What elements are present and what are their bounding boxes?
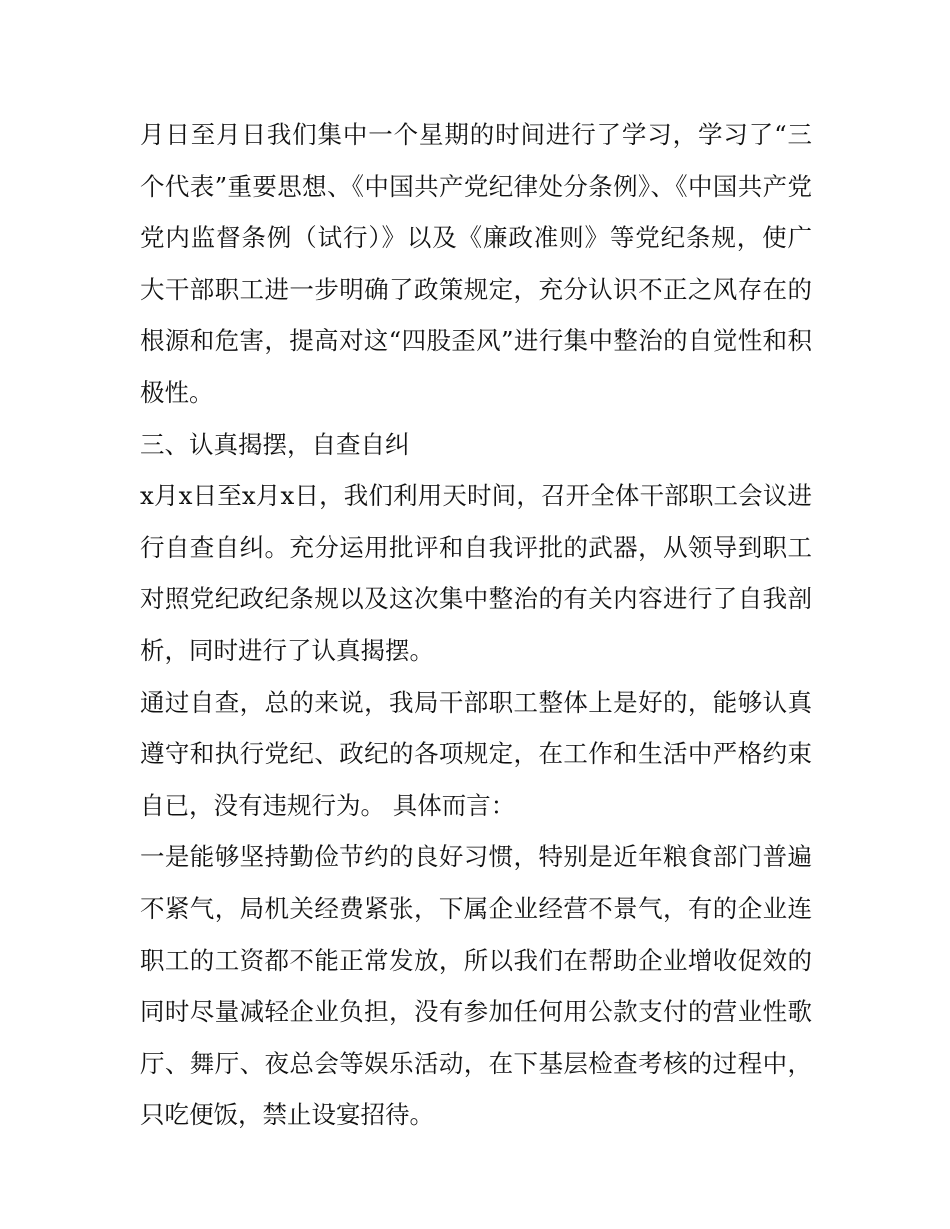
paragraph-study: 月日至月日我们集中一个星期的时间进行了学习，学习了“三个代表”重要思想、《中国共产党纪律处分条例》、《中国共产党党内监督条例（试行）》以及《廉政准则》等党纪条规，使广大干部职工进一步明确了政策规定，充分认识不正之风存在的根源和危害，提高对这“四股歪风”进行集中整治的自觉性和积极性。 xyxy=(140,120,812,407)
paragraph-meeting: x月x日至x月x日，我们利用天时间，召开全体干部职工会议进行自查自纠。充分运用批评和自我评批的武器，从领导到职工对照党纪政纪条规以及这次集中整治的有关内容进行了自我剖析，同时进行了认真揭摆。 xyxy=(140,481,812,665)
paragraph-point-one: 一是能够坚持勤俭节约的良好习惯，特别是近年粮食部门普遍不紧气，局机关经费紧张，下属企业经营不景气，有的企业连职工的工资都不能正常发放，所以我们在帮助企业增收促效的同时尽量减轻企业负担，没有参加任何用公款支付的营业性歌厅、舞厅、夜总会等娱乐活动，在下基层检查考核的过程中，只吃便饭，禁止设宴招待。 xyxy=(140,842,812,1130)
paragraph-summary: 通过自查，总的来说，我局干部职工整体上是好的，能够认真遵守和执行党纪、政纪的各项规定，在工作和生活中严格约束自已，没有违规行为。 具体而言： xyxy=(140,687,812,820)
section-heading-self-check: 三、认真揭摆，自查自纠 xyxy=(140,429,410,459)
document-body xyxy=(140,109,812,1141)
